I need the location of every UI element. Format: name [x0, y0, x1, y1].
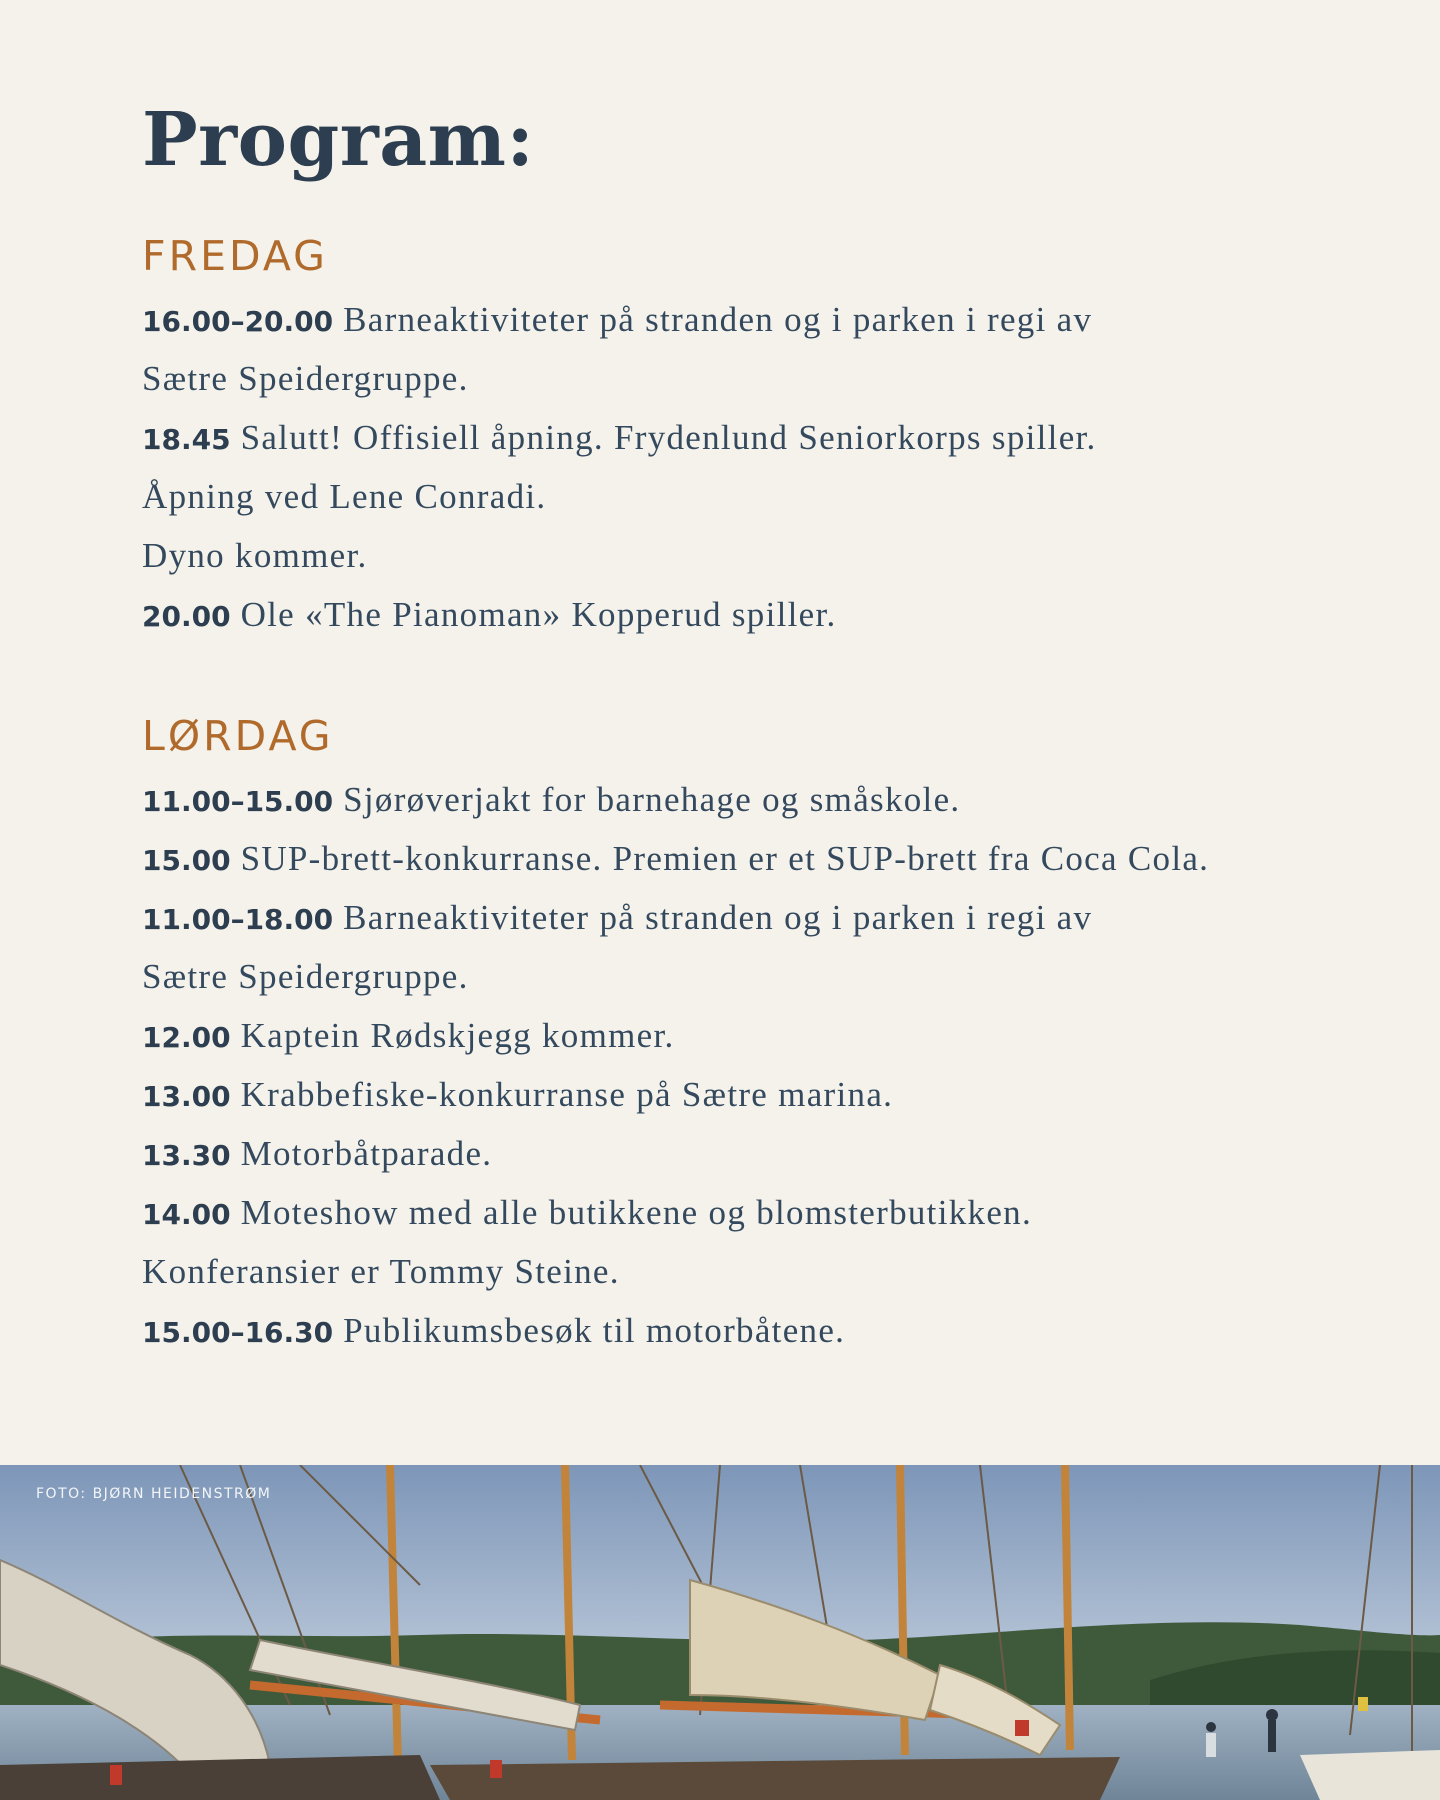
schedule-line [142, 526, 1382, 585]
event-text: Ole «The Pianoman» Kopperud spiller. [240, 595, 837, 634]
event-text: Krabbefiske-konkurranse på Sætre marina. [240, 1075, 894, 1114]
event-time: 16.00–20.00 [142, 305, 334, 338]
schedule-line [142, 1124, 1382, 1183]
schedule-line [142, 349, 1382, 408]
sailboats-illustration [0, 1465, 1440, 1800]
schedule-line [142, 1183, 1382, 1242]
event-text: Barneaktiviteter på stranden og i parken i regi av [343, 898, 1093, 937]
schedule-line [142, 1065, 1382, 1124]
schedule-line [142, 888, 1382, 947]
schedule-line [142, 467, 1382, 526]
event-time: 14.00 [142, 1198, 231, 1231]
schedule-line [142, 770, 1382, 829]
schedule-line [142, 290, 1382, 349]
event-time: 13.30 [142, 1139, 231, 1172]
schedule-fredag [142, 290, 1382, 644]
event-text: Konferansier er Tommy Steine. [142, 1252, 620, 1291]
schedule-line [142, 829, 1382, 888]
event-time: 15.00 [142, 844, 231, 877]
event-text: SUP-brett-konkurranse. Premien er et SUP-brett fra Coca Cola. [240, 839, 1210, 878]
event-text: Sjørøverjakt for barnehage og småskole. [343, 780, 961, 819]
event-time: 12.00 [142, 1021, 231, 1054]
event-time: 11.00–18.00 [142, 903, 334, 936]
schedule-line [142, 585, 1382, 644]
event-time: 13.00 [142, 1080, 231, 1113]
day-heading-fredag: FREDAG [142, 232, 328, 280]
event-time: 20.00 [142, 600, 231, 633]
event-time: 11.00–15.00 [142, 785, 334, 818]
event-text: Motorbåtparade. [240, 1134, 493, 1173]
event-text: Barneaktiviteter på stranden og i parken i regi av [343, 300, 1093, 339]
schedule-line [142, 1301, 1382, 1360]
schedule-line [142, 947, 1382, 1006]
event-text: Dyno kommer. [142, 536, 368, 575]
event-text: Åpning ved Lene Conradi. [142, 477, 547, 516]
schedule-line [142, 408, 1382, 467]
event-text: Moteshow med alle butikkene og blomsterbutikken. [240, 1193, 1033, 1232]
event-time: 15.00–16.30 [142, 1316, 334, 1349]
page-title: Program: [142, 97, 535, 183]
program-content [142, 92, 1382, 1360]
event-text: Sætre Speidergruppe. [142, 957, 469, 996]
event-text: Sætre Speidergruppe. [142, 359, 469, 398]
day-heading-lordag: LØRDAG [142, 712, 334, 760]
schedule-line [142, 1242, 1382, 1301]
schedule-lordag [142, 770, 1382, 1360]
event-text: Kaptein Rødskjegg kommer. [240, 1016, 675, 1055]
harbour-photo [0, 1465, 1440, 1800]
event-text: Publikumsbesøk til motorbåtene. [343, 1311, 846, 1350]
schedule-line [142, 1006, 1382, 1065]
photo-credit: FOTO: BJØRN HEIDENSTRØM [36, 1486, 272, 1502]
event-time: 18.45 [142, 423, 231, 456]
event-text: Salutt! Offisiell åpning. Frydenlund Seniorkorps spiller. [240, 418, 1097, 457]
